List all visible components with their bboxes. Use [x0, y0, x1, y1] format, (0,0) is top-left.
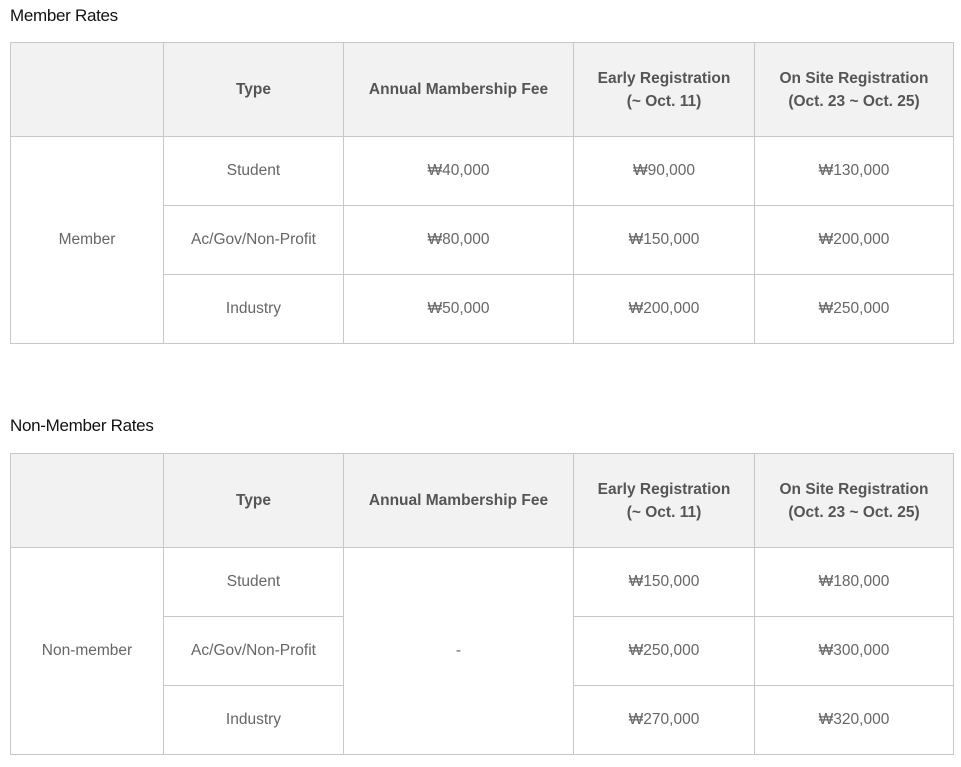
onsite-fee-cell: ₩320,000 [755, 686, 954, 755]
header-early-line2: (~ Oct. 11) [626, 92, 702, 110]
header-annual-fee: Annual Mambership Fee [344, 43, 574, 137]
header-early-registration [574, 43, 755, 137]
header-type: Type [164, 454, 344, 548]
table-row [11, 137, 954, 206]
header-early-line1: Early Registration [597, 480, 731, 498]
type-cell: Student [164, 548, 344, 617]
header-blank [11, 43, 164, 137]
header-onsite-line1: On Site Registration [779, 480, 929, 498]
member-rates-table [10, 42, 954, 344]
member-rates-title: Member Rates [10, 6, 118, 25]
header-blank [11, 454, 164, 548]
early-fee-cell: ₩250,000 [574, 617, 755, 686]
category-cell: Member [11, 137, 164, 344]
table-row [11, 548, 954, 617]
early-fee-cell: ₩90,000 [574, 137, 755, 206]
nonmember-rates-title: Non-Member Rates [10, 416, 154, 435]
early-fee-cell: ₩150,000 [574, 548, 755, 617]
type-cell: Ac/Gov/Non-Profit [164, 206, 344, 275]
header-onsite-line2: (Oct. 23 ~ Oct. 25) [788, 503, 920, 521]
type-cell: Industry [164, 686, 344, 755]
annual-fee-cell: ₩80,000 [344, 206, 574, 275]
onsite-fee-cell: ₩200,000 [755, 206, 954, 275]
annual-fee-cell: ₩50,000 [344, 275, 574, 344]
header-early-registration [574, 454, 755, 548]
header-onsite-registration [755, 454, 954, 548]
annual-fee-cell: ₩40,000 [344, 137, 574, 206]
onsite-fee-cell: ₩300,000 [755, 617, 954, 686]
header-early-line1: Early Registration [597, 69, 731, 87]
onsite-fee-cell: ₩250,000 [755, 275, 954, 344]
onsite-fee-cell: ₩130,000 [755, 137, 954, 206]
header-onsite-registration [755, 43, 954, 137]
nonmember-rates-table [10, 453, 954, 755]
early-fee-cell: ₩200,000 [574, 275, 755, 344]
annual-fee-cell: - [344, 548, 574, 755]
type-cell: Student [164, 137, 344, 206]
onsite-fee-cell: ₩180,000 [755, 548, 954, 617]
header-onsite-line2: (Oct. 23 ~ Oct. 25) [788, 92, 920, 110]
type-cell: Ac/Gov/Non-Profit [164, 617, 344, 686]
early-fee-cell: ₩150,000 [574, 206, 755, 275]
category-cell: Non-member [11, 548, 164, 755]
header-type: Type [164, 43, 344, 137]
header-annual-fee: Annual Mambership Fee [344, 454, 574, 548]
table-header-row [11, 454, 954, 548]
type-cell: Industry [164, 275, 344, 344]
early-fee-cell: ₩270,000 [574, 686, 755, 755]
table-header-row [11, 43, 954, 137]
header-onsite-line1: On Site Registration [779, 69, 929, 87]
header-early-line2: (~ Oct. 11) [626, 503, 702, 521]
